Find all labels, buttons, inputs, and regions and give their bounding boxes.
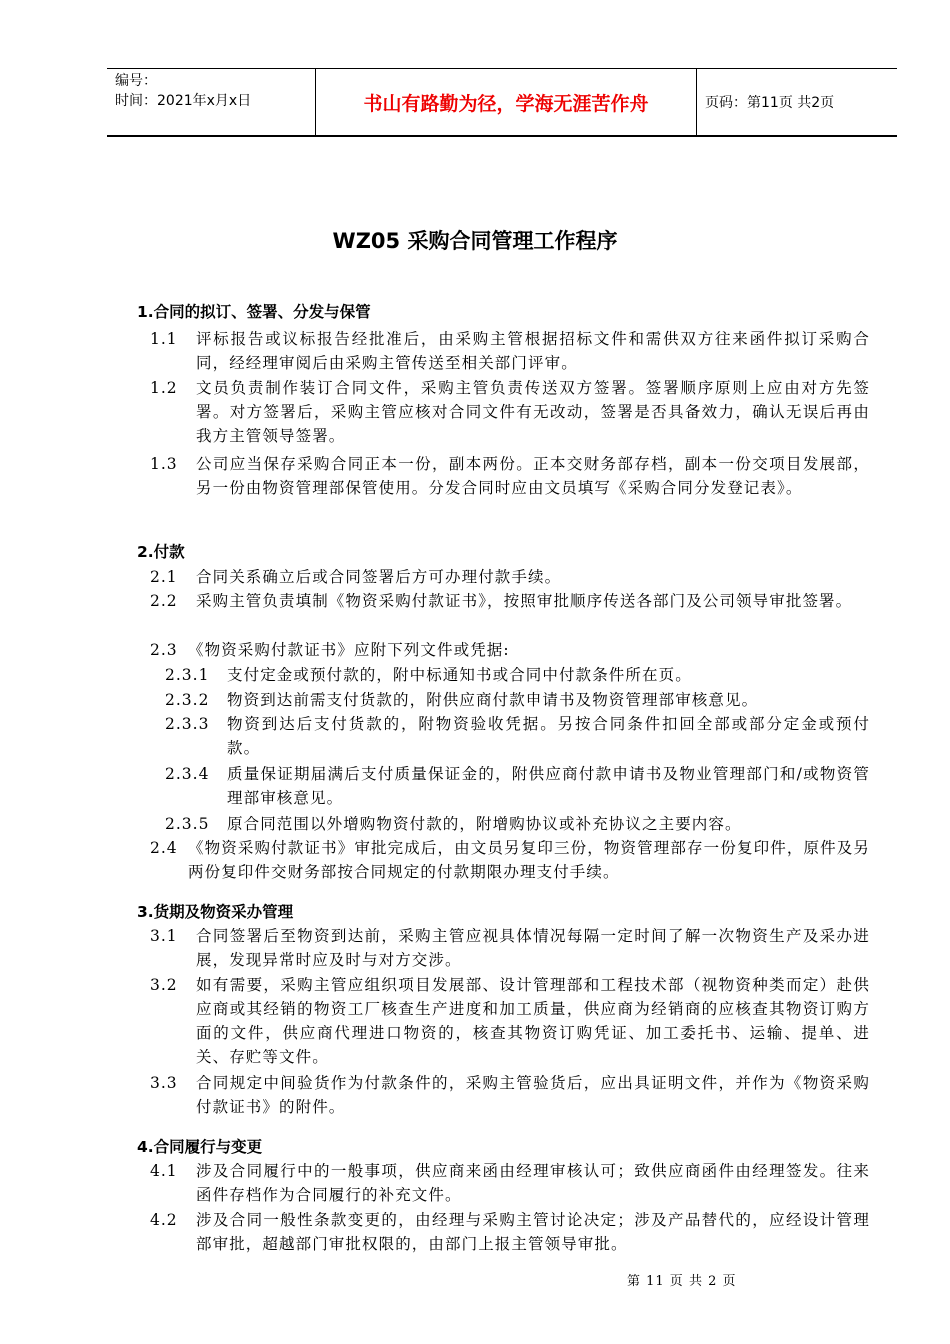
clause-number: 3.3 [150,1074,178,1092]
clause-number: 2.4 [150,839,178,857]
doc-number-label: 编号： [115,73,157,89]
clause-number: 2.1 [150,568,178,586]
doc-date-label: 时间：2021年x月x日 [115,93,252,109]
page-header [107,68,897,137]
clause-text: 支付定金或预付款的，附中标通知书或合同中付款条件所在页。 [227,666,692,684]
header-motto: 书山有路勤为径，学海无涯苦作舟 [316,69,697,135]
clause-text: 《物资采购付款证书》审批完成后，由文员另复印三份，物资管理部存一份复印件，原件及另两份复印件交财务部按合同规定的付款期限办理支付手续。 [188,839,870,881]
clause-number: 3.2 [150,976,178,994]
clause-number: 2.3.5 [165,815,210,833]
clause-text: 涉及合同一般性条款变更的，由经理与采购主管讨论决定；涉及产品替代的，应经设计管理部审批，超越部门审批权限的，由部门上报主管领导审批。 [196,1211,870,1253]
section-heading: 3.货期及物资采办管理 [137,903,294,921]
clause-number: 4.1 [150,1162,178,1180]
clause-text: 物资到达后支付货款的，附物资验收凭据。另按合同条件扣回全部或部分定金或预付款。 [227,715,870,757]
clause-text: 合同签署后至物资到达前，采购主管应视具体情况每隔一定时间了解一次物资生产及采办进展，发现异常时应及时与对方交涉。 [196,927,870,969]
clause-text: 评标报告或议标报告经批准后，由采购主管根据招标文件和需供双方往来函件拟订采购合同，经经理审阅后由采购主管传送至相关部门评审。 [196,330,870,372]
clause-text: 合同关系确立后或合同签署后方可办理付款手续。 [196,568,562,586]
clause-text: 公司应当保存采购合同正本一份，副本两份。正本交财务部存档，副本一份交项目发展部，另一份由物资管理部保管使用。分发合同时应由文员填写《采购合同分发登记表》。 [196,455,870,497]
clause-number: 2.3 [150,641,178,659]
clause-number: 2.3.3 [165,715,210,733]
clause-number: 1.2 [150,379,178,397]
header-page-label: 页码：第11页 共2页 [705,95,835,111]
page-footer: 第 11 页 共 2 页 [627,1274,737,1289]
clause-number: 2.3.1 [165,666,210,684]
clause-text: 质量保证期届满后支付质量保证金的，附供应商付款申请书及物业管理部门和/或物资管理部审核意见。 [227,765,870,807]
section-heading: 1.合同的拟订、签署、分发与保管 [137,303,371,321]
clause-text: 涉及合同履行中的一般事项，供应商来函由经理审核认可；致供应商函件由经理签发。往来函件存档作为合同履行的补充文件。 [196,1162,870,1204]
clause-text: 如有需要，采购主管应组织项目发展部、设计管理部和工程技术部（视物资种类而定）赴供应商或其经销的物资工厂核查生产进度和加工质量，供应商为经销商的应核查其物资订购方面的文件，供应商代理进口物资的，核查其物资订购凭证、加工委托书、运输、提单、进关、存贮等文件。 [196,976,870,1066]
clause-text: 物资到达前需支付货款的，附供应商付款申请书及物资管理部审核意见。 [227,691,759,709]
clause-text: 文员负责制作装订合同文件，采购主管负责传送双方签署。签署顺序原则上应由对方先签署。对方签署后，采购主管应核对合同文件有无改动，签署是否具备效力，确认无误后再由我方主管领导签署。 [196,379,870,445]
clause-number: 2.3.4 [165,765,210,783]
clause-text: 合同规定中间验货作为付款条件的，采购主管验货后，应出具证明文件，并作为《物资采购付款证书》的附件。 [196,1074,870,1116]
clause-number: 2.3.2 [165,691,210,709]
clause-number: 2.2 [150,592,178,610]
clause-number: 1.3 [150,455,178,473]
clause-number: 4.2 [150,1211,178,1229]
clause-text: 《物资采购付款证书》应附下列文件或凭据: [188,641,510,659]
clause-number: 1.1 [150,330,178,348]
header-info-cell [107,69,316,135]
clause-text: 原合同范围以外增购物资付款的，附增购协议或补充协议之主要内容。 [227,815,742,833]
clause-number: 3.1 [150,927,178,945]
clause-text: 采购主管负责填制《物资采购付款证书》，按照审批顺序传送各部门及公司领导审批签署。 [196,592,853,610]
page-title: WZ05 采购合同管理工作程序 [332,229,618,253]
section-heading: 4.合同履行与变更 [137,1138,263,1156]
section-heading: 2.付款 [137,543,185,561]
